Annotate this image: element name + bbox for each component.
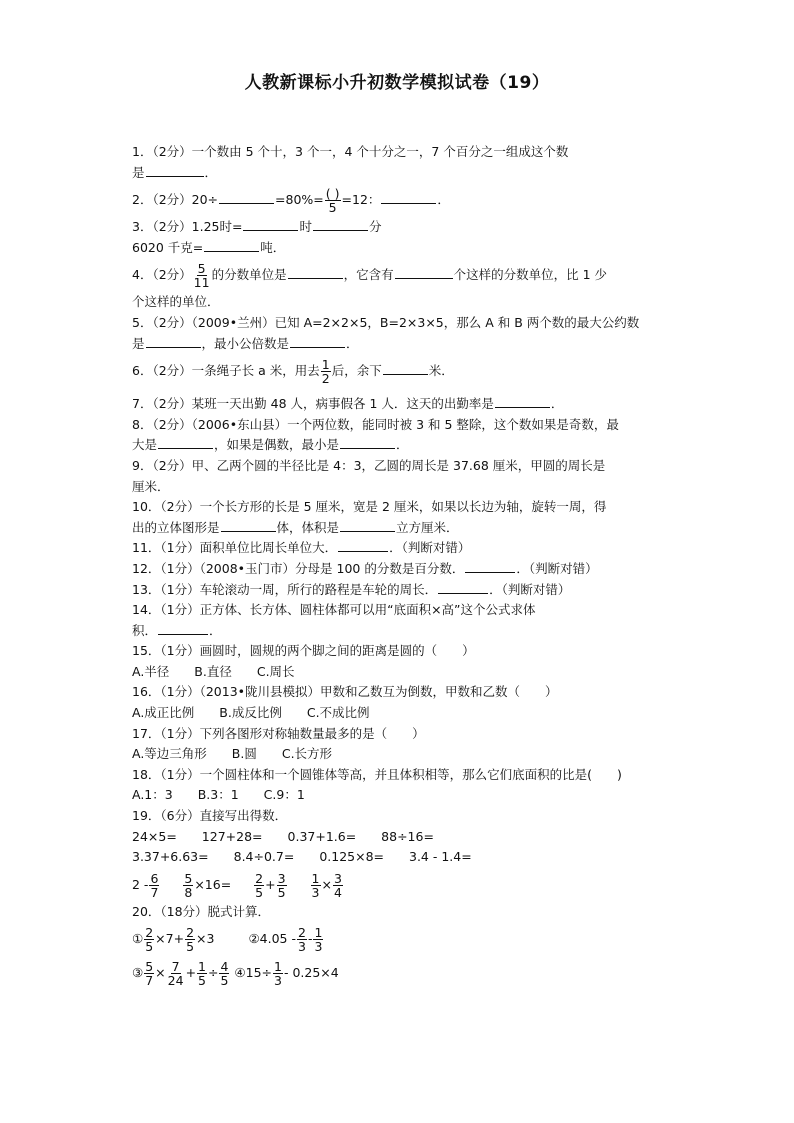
q3-text-d: 6020 千克= <box>132 239 204 255</box>
answer-blank[interactable] <box>146 335 201 348</box>
q15-options[interactable] <box>132 662 664 683</box>
q5-text-c: ，最小公倍数是 <box>201 335 290 351</box>
answer-blank[interactable] <box>204 239 259 252</box>
q14-text: 14．（1分）正方体、长方体、圆柱体都可以用“底面积×高”这个公式求体 <box>132 602 536 618</box>
q17-opts: A.等边三角形 B.圆 C.长方形 <box>132 746 333 762</box>
q2-text: 2．（2分）20÷ <box>132 192 219 208</box>
numerator: 7 <box>171 959 180 975</box>
denominator: 3 <box>274 973 282 989</box>
denominator: 5 <box>328 200 337 216</box>
q10-line1 <box>132 497 664 518</box>
q19-row1-text: 24×5= 127+28= 0.37+1.6= 88÷16= <box>132 828 434 844</box>
numerator: 6 <box>150 870 159 886</box>
q1-text: 1．（2分）一个数由 5 个十，3 个一，4 个十分之一，7 个百分之一组成这个数 <box>132 144 569 159</box>
q1-text-c: ． <box>204 164 218 180</box>
fraction <box>183 872 193 899</box>
q20-row2 <box>132 956 664 990</box>
fraction <box>167 960 185 987</box>
denominator: 7 <box>145 973 154 989</box>
q18-text: 18．（1分）一个圆柱体和一个圆锥体等高，并且体积相等，那么它们底面积的比是( ) <box>132 766 622 782</box>
q16-line <box>132 682 664 703</box>
q9-line2 <box>132 477 664 498</box>
fraction <box>277 872 287 899</box>
denominator: 5 <box>255 884 264 900</box>
fraction <box>325 187 341 214</box>
q4-text-e: 个这样的单位． <box>132 294 220 310</box>
q13-text-b: ．（判断对错） <box>489 581 571 597</box>
q10-text-d: 立方厘米． <box>396 519 459 535</box>
expr-text: - 0.25×4 <box>283 965 339 981</box>
q7-line <box>132 394 664 415</box>
denominator: 8 <box>184 884 193 900</box>
q2-text-c: =12： <box>341 192 381 208</box>
q6-line <box>132 354 664 388</box>
expr-text: ③ <box>132 965 144 981</box>
q17-line <box>132 724 664 745</box>
answer-blank[interactable] <box>243 218 298 231</box>
q3-text-c: 分 <box>368 219 382 235</box>
fraction <box>197 960 207 987</box>
q9-text-b: 厘米． <box>132 478 170 494</box>
numerator: 3 <box>333 870 342 886</box>
numerator: 3 <box>277 870 286 886</box>
q11-line <box>132 538 664 559</box>
denominator: 4 <box>333 884 342 900</box>
q4-text-c: ，它含有 <box>343 267 394 283</box>
numerator: 1 <box>198 959 206 975</box>
q4-text-d: 个这样的分数单位，比 1 少 <box>453 267 607 283</box>
q6-text: 6．（2分）一条绳子长 a 米，用去 <box>132 363 320 379</box>
q7-text: 7．（2分）某班一天出勤 48 人，病事假各 1 人．这天的出勤率是 <box>132 396 494 412</box>
answer-blank[interactable] <box>340 519 395 532</box>
q12-text-b: ．（判断对错） <box>516 560 598 576</box>
q20-line <box>132 902 664 923</box>
q3-line2 <box>132 238 664 259</box>
numerator: 1 <box>321 357 330 373</box>
expr-text: ÷ <box>208 965 219 981</box>
q6-text-c: 米． <box>428 363 454 379</box>
q16-text: 16．（1分）（2013•陇川县模拟）甲数和乙数互为倒数，甲数和乙数（ ） <box>132 684 558 700</box>
q5-text-d: ． <box>346 335 359 351</box>
q2-text-b: =80%= <box>275 192 324 208</box>
numerator: 1 <box>274 959 282 975</box>
q19-line <box>132 806 664 827</box>
numerator: 1 <box>314 925 323 941</box>
expr-text: ×3 <box>196 931 215 947</box>
numerator: ( ) <box>325 186 340 202</box>
answer-blank[interactable] <box>338 539 388 552</box>
fraction <box>321 358 331 385</box>
page-title: 人教新课标小升初数学模拟试卷（19） <box>244 73 550 93</box>
q5-line1 <box>132 313 664 334</box>
q3-line1 <box>132 217 664 238</box>
fraction <box>273 960 283 987</box>
answer-blank[interactable] <box>465 560 515 573</box>
q18-line <box>132 765 664 786</box>
denominator: 24 <box>167 973 184 989</box>
expr-text: ×7+ <box>155 931 185 947</box>
expr-text: ②4.05 - <box>248 931 296 947</box>
q14-text-c: ． <box>209 622 222 638</box>
q12-line <box>132 559 664 580</box>
fraction <box>333 872 343 899</box>
q19-row1 <box>132 827 664 848</box>
q3-text-e: 吨． <box>260 239 286 255</box>
q17-options[interactable] <box>132 744 664 765</box>
answer-blank[interactable] <box>290 335 345 348</box>
q10-line2 <box>132 518 664 539</box>
expr-text: ④15÷ <box>234 965 273 981</box>
fraction <box>313 926 323 953</box>
q5-line2 <box>132 334 664 355</box>
q1-line1 <box>132 142 664 163</box>
fraction <box>144 926 154 953</box>
q16-options[interactable] <box>132 703 664 724</box>
numerator: 4 <box>220 959 229 975</box>
denominator: 5 <box>186 939 195 955</box>
denominator: 5 <box>145 939 154 955</box>
answer-blank[interactable] <box>158 436 213 449</box>
expr-text: - <box>307 931 313 947</box>
answer-blank[interactable] <box>395 266 453 279</box>
q14-line1 <box>132 600 664 621</box>
q1-text-b: 是 <box>132 164 145 180</box>
denominator: 5 <box>198 973 206 989</box>
answer-blank[interactable] <box>340 436 395 449</box>
numerator: 5 <box>145 959 154 975</box>
q3-text: 3．（2分）1.25时= <box>132 219 243 235</box>
q16-opts: A.成正比例 B.成反比例 C.不成比例 <box>132 705 370 721</box>
denominator: 5 <box>277 884 286 900</box>
q4-text: 4．（2分） <box>132 267 192 283</box>
fraction <box>149 872 159 899</box>
numerator: 1 <box>311 870 320 886</box>
answer-blank[interactable] <box>146 164 204 177</box>
expr-text: ×16= <box>194 876 232 892</box>
fraction <box>193 262 211 289</box>
denominator: 3 <box>311 884 320 900</box>
answer-blank[interactable] <box>381 191 436 204</box>
q19-text: 19．（6分）直接写出得数． <box>132 808 288 824</box>
numerator: 2 <box>297 925 306 941</box>
q8-text: 8．（2分）（2006•东山县）一个两位数，能同时被 3 和 5 整除，这个数如果是奇数，最 <box>132 416 619 432</box>
q12-text: 12．（1分）（2008•玉门市）分母是 100 的分数是百分数． <box>132 560 465 576</box>
q3-text-b: 时 <box>299 219 312 235</box>
numerator: 5 <box>184 870 193 886</box>
fraction <box>144 960 154 987</box>
numerator: 2 <box>145 925 154 941</box>
denominator: 11 <box>193 275 210 291</box>
fraction <box>297 926 307 953</box>
q4-line1 <box>132 258 664 292</box>
q11-text: 11．（1分）面积单位比周长单位大． <box>132 540 338 556</box>
q11-text-b: ．（判断对错） <box>389 540 471 556</box>
q9-line1 <box>132 456 664 477</box>
q18-options[interactable] <box>132 785 664 806</box>
denominator: 3 <box>314 939 323 955</box>
q2-line <box>132 183 664 217</box>
q10-text-b: 出的立体图形是 <box>132 519 220 535</box>
q18-opts: A.1：3 B.3：1 C.9：1 <box>132 787 305 803</box>
q8-text-c: ，如果是偶数，最小是 <box>214 437 340 453</box>
numerator: 2 <box>255 870 264 886</box>
fraction <box>311 872 321 899</box>
question-list <box>132 142 664 990</box>
q8-text-b: 大是 <box>132 437 158 453</box>
answer-blank[interactable] <box>288 266 343 279</box>
q15-line <box>132 641 664 662</box>
answer-blank[interactable] <box>158 622 208 635</box>
expr-text: × <box>321 876 332 892</box>
q19-row2-text: 3.37+6.63= 8.4÷0.7= 0.125×8= 3.4 - 1.4= <box>132 849 472 865</box>
answer-blank[interactable] <box>219 191 274 204</box>
fraction <box>185 926 195 953</box>
q5-text-b: 是 <box>132 335 145 351</box>
q20-row1 <box>132 922 664 956</box>
q6-text-b: 后，余下 <box>331 363 382 379</box>
q8-text-d: ． <box>396 437 409 453</box>
expr-text: + <box>265 876 276 892</box>
q13-text: 13．（1分）车轮滚动一周，所行的路程是车轮的周长． <box>132 581 438 597</box>
answer-blank[interactable] <box>313 218 368 231</box>
q13-line <box>132 580 664 601</box>
q5-text: 5．（2分）（2009•兰州）已知 A=2×2×5，B=2×3×5，那么 A 和 B 两个数的最大公约数 <box>132 314 640 330</box>
fraction <box>219 960 229 987</box>
expr-text: ① <box>132 931 144 947</box>
numerator: 2 <box>186 925 195 941</box>
q17-text: 17．（1分）下列各图形对称轴数量最多的是（ ） <box>132 725 425 741</box>
q19-row3 <box>132 868 664 902</box>
fraction <box>254 872 264 899</box>
q14-text-b: 积． <box>132 622 158 638</box>
q2-text-d: ． <box>437 192 450 208</box>
expr-text: + <box>185 965 197 981</box>
q15-opts: A.半径 B.直径 C.周长 <box>132 663 295 679</box>
q14-line2 <box>132 621 664 642</box>
numerator: 5 <box>197 261 206 277</box>
q15-text: 15．（1分）画圆时，圆规的两个脚之间的距离是圆的（ ） <box>132 643 475 659</box>
q7-text-b: ． <box>550 396 564 412</box>
q19-row2 <box>132 847 664 868</box>
answer-blank[interactable] <box>383 362 428 375</box>
q10-text: 10．（2分）一个长方形的长是 5 厘米，宽是 2 厘米，如果以长边为轴，旋转一周，得 <box>132 499 607 515</box>
answer-blank[interactable] <box>221 519 276 532</box>
q1-line2 <box>132 163 664 184</box>
q4-text-b: 的分数单位是 <box>211 267 287 283</box>
expr-text: × <box>155 965 166 981</box>
q20-text: 20．（18分）脱式计算． <box>132 903 271 919</box>
denominator: 7 <box>150 884 159 900</box>
q8-line2 <box>132 435 664 456</box>
q10-text-c: 体，体积是 <box>276 519 340 535</box>
denominator: 5 <box>220 973 229 989</box>
answer-blank[interactable] <box>438 581 488 594</box>
expr-text: 2 - <box>132 876 149 892</box>
q4-line2 <box>132 292 664 313</box>
denominator: 3 <box>297 939 306 955</box>
denominator: 2 <box>321 371 330 387</box>
answer-blank[interactable] <box>495 395 550 408</box>
q8-line1 <box>132 415 664 436</box>
q9-text: 9．（2分）甲、乙两个圆的半径比是 4：3，乙圆的周长是 37.68 厘米，甲圆的周长是 <box>132 457 606 473</box>
